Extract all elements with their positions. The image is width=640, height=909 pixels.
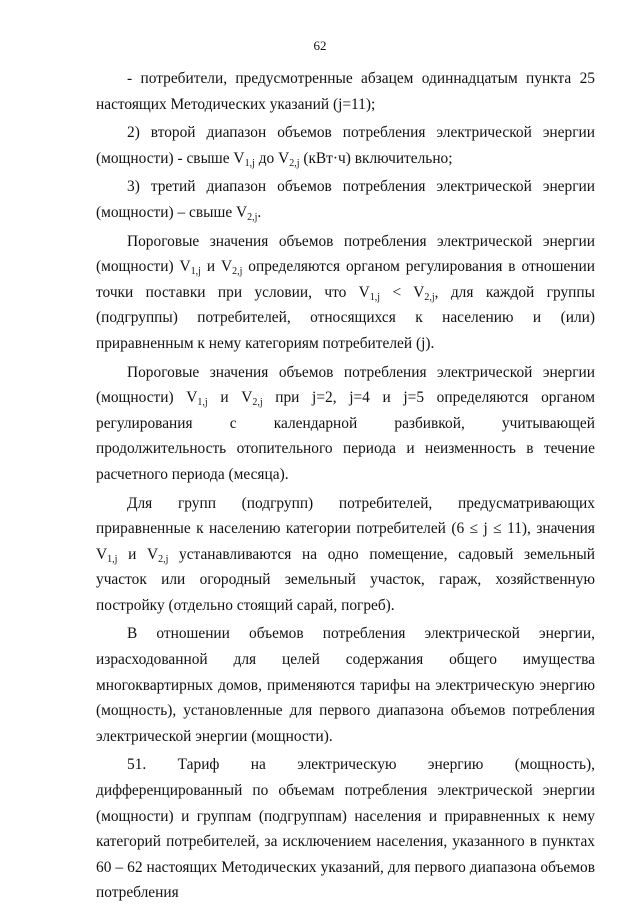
text-run: 51. Тариф на электрическую энергию (мощность), дифференцированный по объемам потребления электрической энергии (мощности) и группам (подгруппам) населения и приравненных к нему категорий потребителей, за исключением населения, указанного в пунктах 60 – 62 настоящих Методических указаний, для первого диапазона объемов потребления [96, 756, 595, 902]
subscript-index: 2,j [232, 266, 243, 278]
paragraph-p4 [96, 229, 595, 357]
subscript-index: 1,j [197, 397, 208, 409]
paragraph-p5 [96, 360, 595, 488]
text-run: Пороговые значения объемов потребления электрической энергии (мощности) V [96, 363, 595, 407]
text-run: 2) второй диапазон объемов потребления электрической энергии (мощности) - свыше V [96, 124, 595, 167]
subscript-index: 2,j [424, 291, 435, 303]
text-run: определяются органом регулирования в отношении точки поставки при условии, что V [96, 258, 596, 301]
subscript-index: 1,j [244, 157, 255, 169]
subscript-index: 1,j [107, 553, 118, 565]
text-run: и V [117, 545, 159, 563]
text-run: < V [380, 283, 425, 301]
paragraph-p2 [96, 120, 595, 171]
subscript-index: 2,j [158, 553, 169, 565]
text-run: 3) третий диапазон объемов потребления электрической энергии (мощности) – свыше V [96, 178, 595, 221]
text-run: Для групп (подгрупп) потребителей, предусматривающих приравненные к населению категории потребителей (6 ≤ j ≤ 11), значения V [96, 494, 595, 563]
subscript-index: 1,j [190, 266, 201, 278]
paragraph-p8 [96, 752, 595, 906]
text-run: и V [207, 389, 253, 407]
subscript-index: 2,j [289, 157, 300, 169]
text-run: устанавливаются на одно помещение, садовый земельный участок или огородный земельный участок, гараж, хозяйственную постройку (отдельно стоящий сарай, погреб). [96, 545, 595, 614]
text-run: Пороговые значения объемов потребления электрической энергии (мощности) V [96, 232, 595, 276]
subscript-index: 2,j [247, 211, 258, 223]
text-run: , для каждой группы (подгруппы) потребителей, относящихся к населению и (или) приравненным к нему категориям потребителей (j). [96, 283, 595, 352]
text-run: и V [200, 258, 233, 276]
subscript-index: 2,j [252, 397, 263, 409]
paragraph-p7 [96, 621, 595, 749]
text-run: при j=2, j=4 и j=5 определяются органом регулирования с календарной разбивкой, учитывающей продолжительность отопительного периода и неизменность в течение расчетного периода (месяца). [96, 389, 596, 483]
text-run: (кВт·ч) включительно; [299, 149, 453, 167]
page-number: 62 [313, 38, 327, 53]
document-body [96, 66, 595, 909]
paragraph-p1 [96, 66, 595, 117]
text-run: - потребители, предусмотренные абзацем одиннадцатым пункта 25 настоящих Методических указаний (j=11); [96, 70, 595, 113]
paragraph-p6 [96, 491, 595, 619]
text-run: . [257, 203, 262, 221]
subscript-index: 1,j [369, 291, 381, 303]
text-run: до V [254, 149, 290, 167]
text-run: В отношении объемов потребления электрической энергии, израсходованной для целей содержания общего имущества многоквартирных домов, применяются тарифы на электрическую энергию (мощность), установленные для первого диапазона объемов потребления электрической энергии (мощности). [96, 625, 595, 745]
paragraph-p3 [96, 174, 595, 225]
